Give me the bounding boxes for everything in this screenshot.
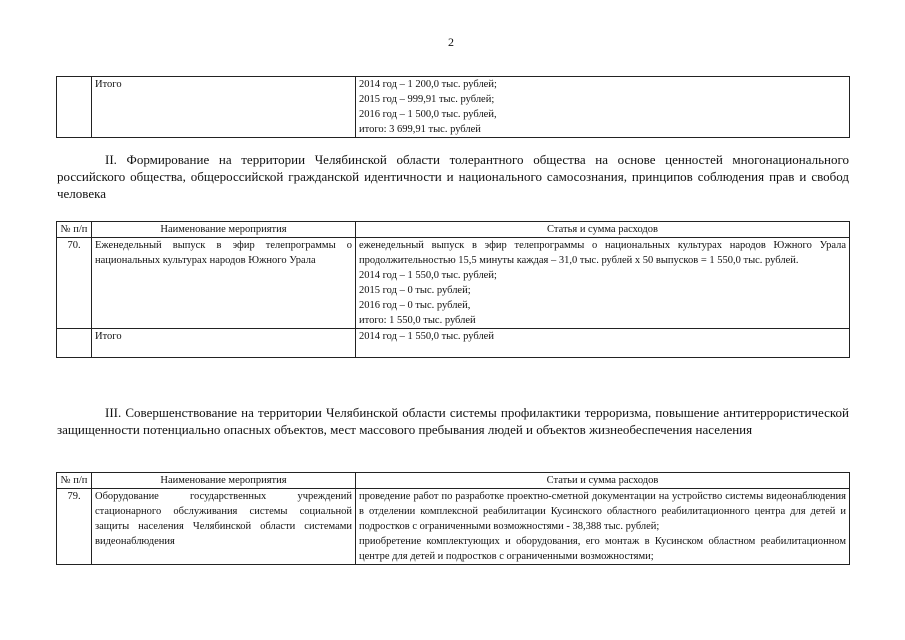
expense-line: 2016 год – 1 500,0 тыс. рублей, bbox=[359, 109, 497, 120]
header-num: № п/п bbox=[57, 473, 92, 489]
expense-text: приобретение комплектующих и оборудования, его монтаж в Кусинском областном реабилитационном центре для детей и подростков с ограниченными возможностями; bbox=[359, 536, 846, 562]
num-cell bbox=[57, 329, 92, 358]
table-row bbox=[57, 238, 850, 329]
table-row bbox=[57, 77, 850, 138]
expense-line: 2015 год – 999,91 тыс. рублей; bbox=[359, 94, 495, 105]
row-name: Еженедельный выпуск в эфир телепрограммы о национальных культурах народов Южного Урала bbox=[92, 238, 356, 329]
section-2-heading: II. Формирование на территории Челябинской области толерантного общества на основе ценностей многонационального российского общества, общероссийской гражданской идентичности и национального самосознания, принципов соблюдения прав и свобод человека bbox=[57, 152, 849, 201]
table-header-row bbox=[57, 222, 850, 238]
expense-line: 2016 год – 0 тыс. рублей, bbox=[359, 300, 471, 311]
table-section-2 bbox=[56, 221, 850, 358]
table-continuation bbox=[56, 76, 850, 138]
header-num: № п/п bbox=[57, 222, 92, 238]
expense-line: 2014 год – 1 550,0 тыс. рублей; bbox=[359, 270, 497, 281]
row-label: Итого bbox=[92, 77, 356, 138]
table-row bbox=[57, 489, 850, 565]
page-number: 2 bbox=[448, 35, 454, 49]
row-name: Оборудование государственных учреждений стационарного обслуживания системы социальной защиты населения Челябинской области системами видеонаблюдения bbox=[92, 489, 356, 565]
expense-line: итого: 1 550,0 тыс. рублей bbox=[359, 315, 476, 326]
row-num: 79. bbox=[57, 489, 92, 565]
table-header-row bbox=[57, 473, 850, 489]
header-expense: Статьи и сумма расходов bbox=[356, 473, 850, 489]
expense-cell bbox=[356, 77, 850, 138]
num-cell bbox=[57, 77, 92, 138]
row-num: 70. bbox=[57, 238, 92, 329]
section-3-heading: III. Совершенствование на территории Челябинской области системы профилактики терроризма, повышение антитеррористической защищенности потенциально опасных объектов, мест массового пребывания людей и объектов жизнеобеспечения населения bbox=[57, 405, 849, 437]
expense-line: 2015 год – 0 тыс. рублей; bbox=[359, 285, 471, 296]
header-name: Наименование мероприятия bbox=[92, 473, 356, 489]
header-name: Наименование мероприятия bbox=[92, 222, 356, 238]
total-value: 2014 год – 1 550,0 тыс. рублей bbox=[356, 329, 850, 358]
total-label: Итого bbox=[92, 329, 356, 358]
expense-line: 2014 год – 1 200,0 тыс. рублей; bbox=[359, 79, 497, 90]
table-total-row bbox=[57, 329, 850, 358]
header-expense: Статья и сумма расходов bbox=[356, 222, 850, 238]
expense-text: еженедельный выпуск в эфир телепрограммы о национальных культурах народов Южного Урала продолжительностью 15,5 минуты каждая – 31,0 тыс. рублей х 50 выпусков = 1 550,0 тыс. рублей. bbox=[359, 240, 846, 266]
expense-cell bbox=[356, 489, 850, 565]
table-section-3 bbox=[56, 472, 850, 565]
expense-text: проведение работ по разработке проектно-сметной документации на устройство системы видеонаблюдения в отделении комплексной реабилитации Кусинского областного реабилитационного центра для детей и подростков с ограниченными возможностями - 38,388 тыс. рублей; bbox=[359, 491, 846, 532]
expense-line: итого: 3 699,91 тыс. рублей bbox=[359, 124, 481, 135]
expense-cell bbox=[356, 238, 850, 329]
